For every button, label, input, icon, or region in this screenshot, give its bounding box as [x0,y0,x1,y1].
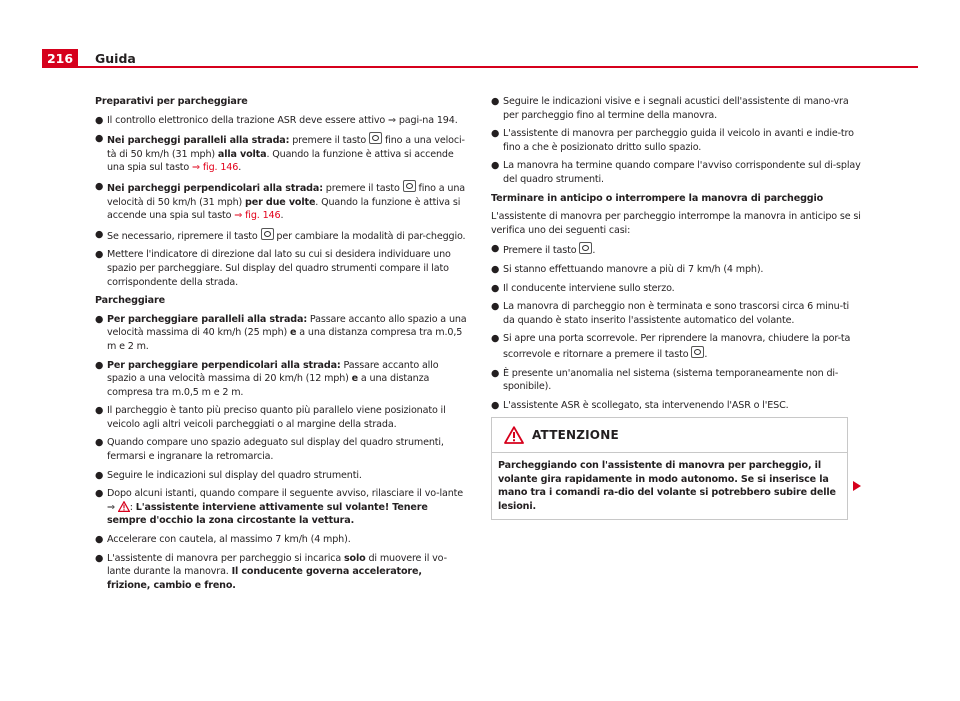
bullet: ● [95,313,104,325]
bullet: ● [95,114,104,126]
section-title: Guida [95,51,136,66]
bullet: ● [95,133,104,145]
list-item: ● L'assistente di manovra per parcheggio guida il veicolo in avanti e indie-tro fino a che è posizionato dritto sullo spazio. [491,128,854,153]
list-item: ● Seguire le indicazioni visive e i segnali acustici dell'assistente di mano-vra per parcheggio fino al termine della manovra. [491,96,849,121]
list-item: ● La manovra di parcheggio non è terminata e sono trascorsi circa 6 minu-ti da quando è stato inserito l'assistente automatico del volante. [491,301,850,326]
bullet: ● [491,301,500,313]
bullet: ● [95,469,104,481]
bullet: ● [95,228,104,240]
end-intro: L'assistente di manovra per parcheggio interrompe la manovra in anticipo se si verifica uno dei seguenti casi: [491,211,861,236]
bullet: ● [95,437,104,449]
list-item: ● Il parcheggio è tanto più preciso quanto più parallelo viene posizionato il veicolo agli altri veicoli parcheggiati o al margine della strada. [95,405,446,430]
list-item: ● Nei parcheggi paralleli alla strada: premere il tasto fino a una veloci-tà di 50 km/h (31 mph) alla volta. Quando la funzione è attiva si accende una spia sul tasto ⇒ fig. 146. [95,133,465,174]
bullet: ● [95,249,104,261]
list-item: ● La manovra ha termine quando compare l'avviso corrispondente sul di-splay del quadro strumenti. [491,160,861,185]
park-heading: Parcheggiare [95,295,165,307]
warning-box [491,417,848,520]
warning-title: ATTENZIONE [532,428,619,442]
bullet: ● [95,552,104,564]
warning-triangle-icon [504,426,524,444]
page-number: 216 [42,49,78,68]
bullet: ● [491,96,500,107]
list-item: ● Premere il tasto . [491,243,596,257]
park-assist-key-icon [403,180,416,192]
figure-link[interactable]: ⇒ fig. 146 [234,210,281,222]
list-item: ● Il conducente interviene sullo sterzo. [491,282,675,294]
continue-arrow-icon [852,480,862,492]
list-item: ● L'assistente di manovra per parcheggio si incarica solo di muovere il vo-lante durante la manovra. Il conducente governa acceleratore, frizione, cambio e freno. [95,552,447,591]
park-assist-key-icon [261,228,274,240]
bullet: ● [491,263,500,275]
prep-heading: Preparativi per parcheggiare [95,96,248,107]
list-item: ● Seguire le indicazioni sul display del quadro strumenti. [95,469,362,481]
park-assist-key-icon [691,346,704,358]
bullet: ● [491,367,500,379]
end-heading: Terminare in anticipo o interrompere la manovra di parcheggio [491,192,824,204]
right-column [491,95,861,417]
bullet: ● [491,243,500,255]
figure-link[interactable]: ⇒ fig. 146 [192,162,239,174]
park-assist-key-icon [579,242,592,254]
list-item: ● Se necessario, ripremere il tasto per cambiare la modalità di par-cheggio. [95,228,466,242]
list-item: ● Quando compare uno spazio adeguato sul display del quadro strumenti, fermarsi e ingranare la retromarcia. [95,437,444,463]
list-item: ● L'assistente ASR è scollegato, sta intervenendo l'ASR o l'ESC. [491,399,789,411]
list-item: ● Si stanno effettuando manovre a più di 7 km/h (4 mph). [491,263,764,275]
park-assist-key-icon [369,132,382,144]
bullet: ● [95,488,104,500]
warning-text: Parcheggiando con l'assistente di manovra per parcheggio, il volante gira rapidamente in modo autonomo. Se si inserisce la mano tra i comandi ra-dio del volante si potrebbero subire delle lesioni. [498,460,836,512]
bullet: ● [95,359,104,371]
warning-header [492,418,847,453]
list-item: ● Accelerare con cautela, al massimo 7 km/h (4 mph). [95,534,351,546]
list-item: ● Dopo alcuni istanti, quando compare il seguente avviso, rilasciare il vo-lante ⇒ : L'assistente interviene attivamente sul volante! Tenere sempre d'occhio la zona circostante la vettura. [95,488,463,527]
bullet: ● [95,180,104,192]
list-item: ● Si apre una porta scorrevole. Per riprendere la manovra, chiudere la por-ta scorrevole e ritornare a premere il tasto . [491,333,851,360]
list-item: ● Mettere l'indicatore di direzione dal lato su cui si desidera individuare uno spazio per parcheggiare. Sul display del quadro strumenti compare il lato corrispondente della strada. [95,249,451,288]
list-item: ● Per parcheggiare paralleli alla strada: Passare accanto allo spazio a una velocità massima di 40 km/h (25 mph) e a una distanza compresa tra m.0,5 m e 2 m. [95,313,467,352]
header-rule [42,66,918,68]
list-item: ● È presente un'anomalia nel sistema (sistema temporaneamente non di-sponibile). [491,367,839,393]
bullet: ● [95,405,104,417]
list-item: ● Il controllo elettronico della trazione ASR deve essere attivo ⇒ pagi-na 194. [95,114,458,126]
page-header [0,0,960,72]
left-column [95,95,467,597]
list-item: ● Per parcheggiare perpendicolari alla strada: Passare accanto allo spazio a una velocità massima di 20 km/h (12 mph) e a una distanza compresa tra m.0,5 m e 2 m. [95,359,439,398]
bullet: ● [491,282,500,294]
bullet: ● [491,128,500,140]
bullet: ● [491,160,500,172]
bullet: ● [95,534,104,546]
bullet: ● [491,399,500,411]
bullet: ● [491,333,500,345]
warning-triangle-icon [118,501,130,512]
list-item: ● Nei parcheggi perpendicolari alla strada: premere il tasto fino a una velocità di 50 km/h (31 mph) per due volte. Quando la funzione è attiva si accende una spia sul tasto ⇒ fig. 146. [95,180,466,222]
